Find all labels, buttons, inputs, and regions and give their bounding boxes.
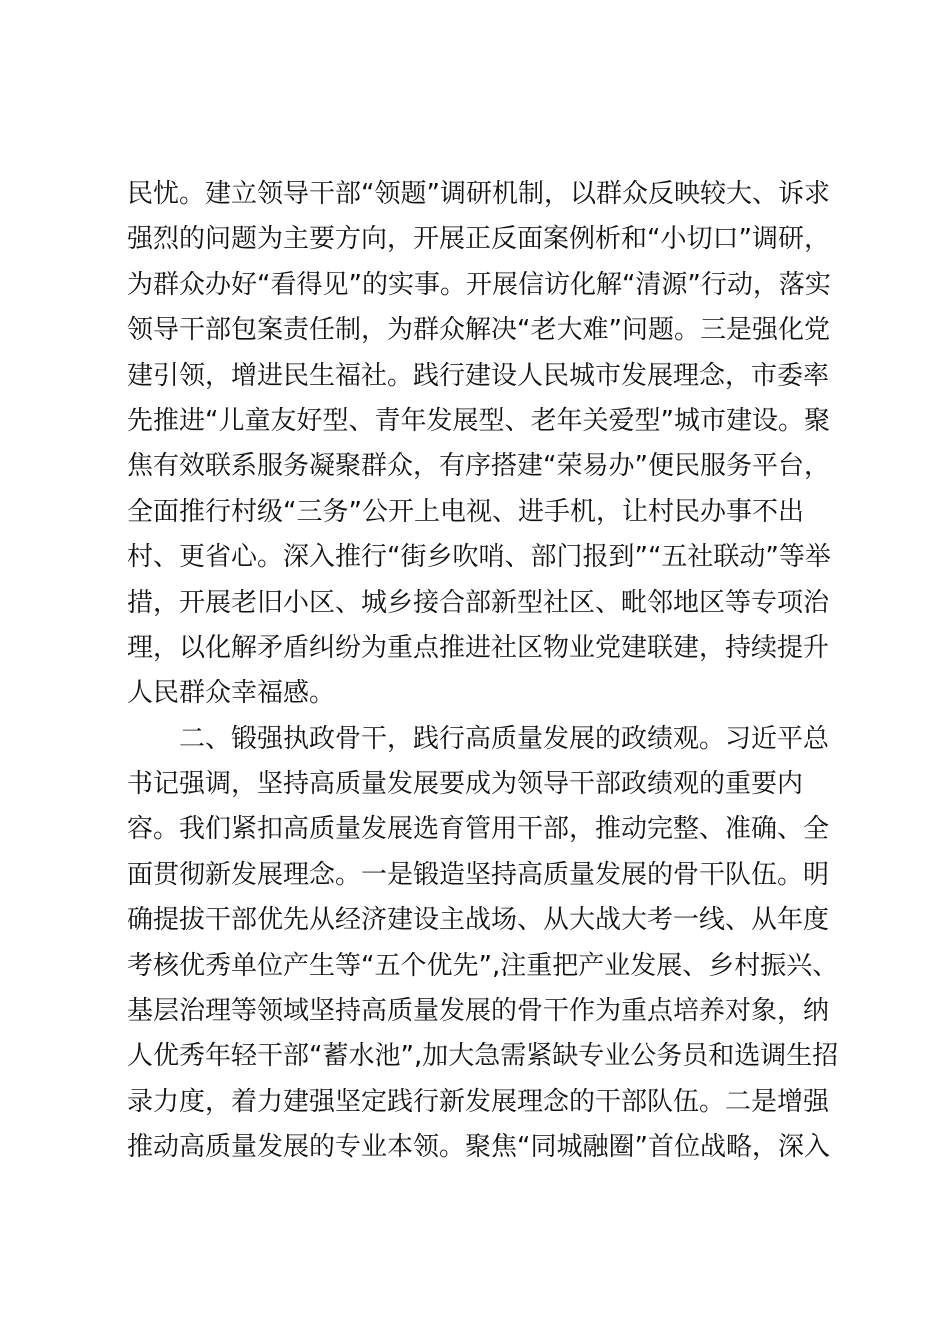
text-line: 人民群众幸福感。	[127, 678, 336, 709]
text-line: 面贯彻新发展理念。一是锻造坚持高质量发展的骨干队伍。明	[127, 859, 830, 890]
text-line: 建引领，增进民生福社。践行建设人民城市发展理念，市委率	[127, 360, 830, 391]
text-line: 强烈的问题为主要方向，开展正反面案例析和“小切口”调研，	[127, 224, 830, 255]
text-line: 为群众办好“看得见”的实事。开展信访化解“清源”行动，落实	[127, 269, 831, 300]
paragraph-start-line: 二、锻强执政骨干，践行高质量发展的政绩观。习近平总	[179, 723, 830, 754]
text-line: 措，开展老旧小区、城乡接合部新型社区、毗邻地区等专项治	[127, 587, 830, 618]
text-line: 录力度，着力建强坚定践行新发展理念的干部队伍。二是增强	[127, 1086, 830, 1117]
text-line: 领导干部包案责任制，为群众解决“老大难”问题。三是强化党	[127, 315, 830, 346]
text-line: 人优秀年轻干部“蓄水池”,加大急需紧缺专业公务员和选调生招	[127, 1041, 839, 1072]
text-line: 理，以化解矛盾纠纷为重点推进社区物业党建联建，持续提升	[127, 632, 830, 663]
text-line: 村、更省心。深入推行“街乡吹哨、部门报到”“五社联动”等举	[127, 542, 831, 573]
text-line: 考核优秀单位产生等“五个优先”,注重把产业发展、乡村振兴、	[127, 950, 839, 981]
text-line: 民忧。建立领导干部“领题”调研机制，以群众反映较大、诉求	[127, 179, 830, 209]
text-line: 容。我们紧扣高质量发展选育管用干部，推动完整、准确、全	[127, 814, 830, 845]
text-line: 推动高质量发展的专业本领。聚焦“同城融圈”首位战略，深入	[127, 1132, 830, 1163]
text-line: 先推进“儿童友好型、青年发展型、老年关爱型”城市建设。聚	[127, 405, 830, 436]
text-line: 书记强调，坚持高质量发展要成为领导干部政绩观的重要内	[127, 769, 804, 800]
body-text	[127, 172, 839, 1171]
text-line: 确提拔干部优先从经济建设主战场、从大战大考一线、从年度	[127, 905, 830, 936]
text-line: 全面推行村级“三务”公开上电视、进手机，让村民办事不出	[127, 496, 804, 527]
text-line: 基层治理等领域坚持高质量发展的骨干作为重点培养对象，纳	[127, 996, 830, 1027]
text-line: 焦有效联系服务凝聚群众，有序搭建“荣易办”便民服务平台，	[127, 451, 830, 482]
